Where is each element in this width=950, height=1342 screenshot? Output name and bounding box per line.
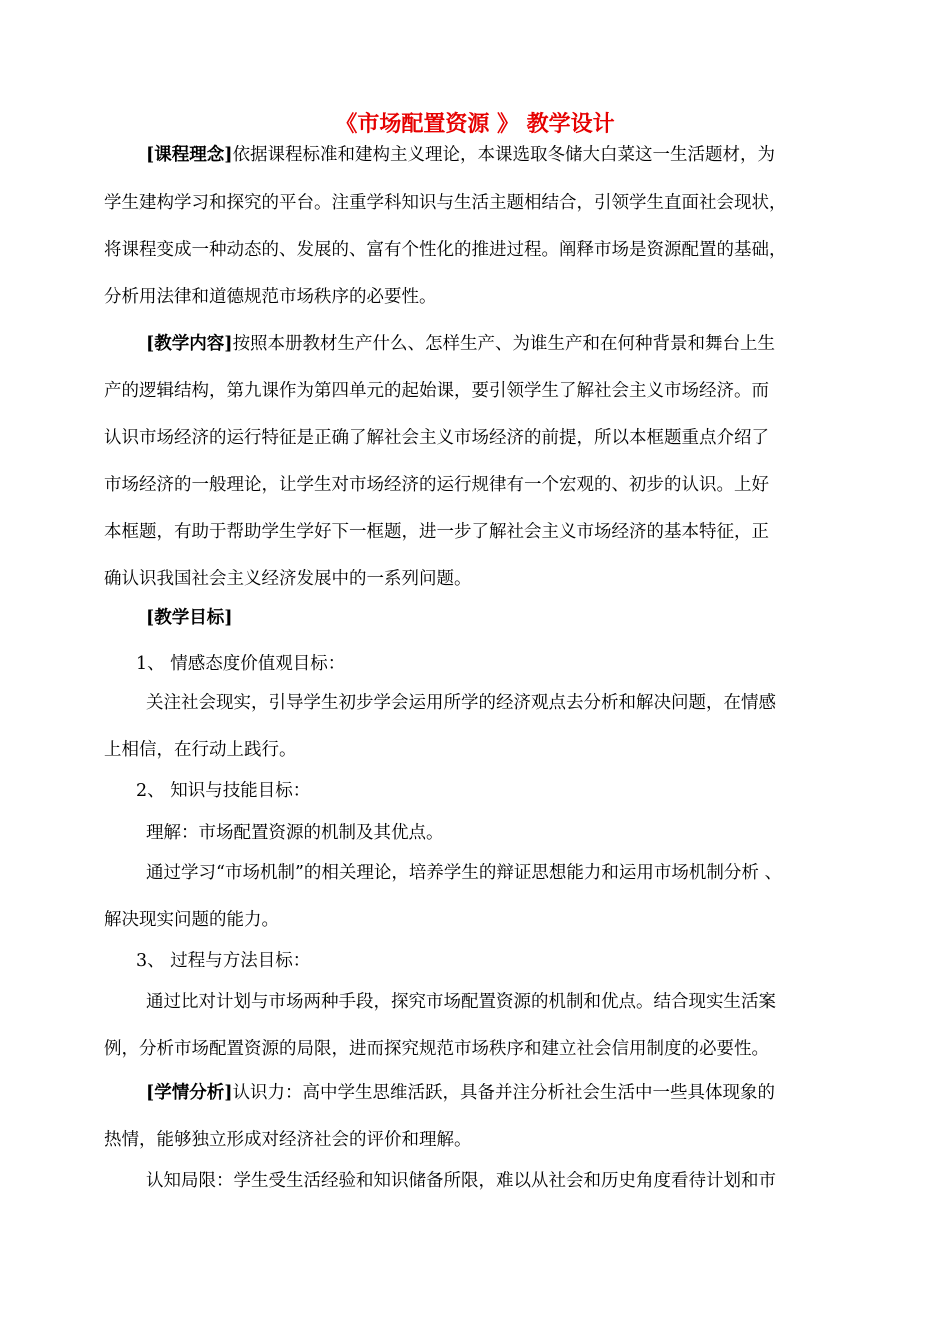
paragraph-line: 学生建构学习和探究的平台。注重学科知识与生活主题相结合，引领学生直面社会现状， (104, 193, 787, 213)
paragraph-line: 市场经济的一般理论，让学生对市场经济的运行规律有一个宏观的、初步的认识。上好 (104, 475, 769, 495)
line-text: 认识力：高中学生思维活跃，具备并注分析社会生活中一些具体现象的 (232, 1083, 776, 1103)
line-text: 按照本册教材生产什么、怎样生产、为谁生产和在何种背景和舞台上生 (232, 334, 776, 354)
section-tag: [学情分析] (146, 1083, 233, 1103)
paragraph-line: 通过比对计划与市场两种手段，探究市场配置资源的机制和优点。结合现实生活案 (146, 992, 776, 1012)
paragraph-line: 通过学习“市场机制”的相关理论，培养学生的辩证思想能力和运用市场机制分析 、 (146, 863, 782, 883)
paragraph-line: 例，分析市场配置资源的局限，进而探究规范市场秩序和建立社会信用制度的必要性。 (104, 1039, 769, 1059)
paragraph-line (146, 329, 775, 359)
line-text: 依据课程标准和建构主义理论，本课选取冬储大白菜这一生活题材，为 (232, 145, 776, 165)
paragraph-line: 热情，能够独立形成对经济社会的评价和理解。 (104, 1130, 472, 1150)
page-title: 《市场配置资源 》 教学设计 (335, 111, 615, 137)
paragraph-line: 认识市场经济的运行特征是正确了解社会主义市场经济的前提，所以本框题重点介绍了 (104, 428, 769, 448)
paragraph-line: 理解：市场配置资源的机制及其优点。 (146, 823, 444, 843)
section-tag: [教学目标] (146, 608, 233, 628)
list-heading: 3、 过程与方法目标： (136, 951, 311, 971)
paragraph-line: 上相信，在行动上践行。 (104, 740, 297, 760)
paragraph-line: 将课程变成一种动态的、发展的、富有个性化的推进过程。阐释市场是资源配置的基础， (104, 240, 787, 260)
paragraph-line: 分析用法律和道德规范市场秩序的必要性。 (104, 287, 437, 307)
list-heading: 1、 情感态度价值观目标： (136, 654, 346, 674)
paragraph-line: 关注社会现实，引导学生初步学会运用所学的经济观点去分析和解决问题，在情感 (146, 693, 776, 713)
paragraph-line: 本框题，有助于帮助学生学好下一框题，进一步了解社会主义市场经济的基本特征，正 (104, 522, 769, 542)
list-heading: 2、 知识与技能目标： (136, 781, 311, 801)
paragraph-line (146, 1078, 775, 1108)
paragraph-line (146, 140, 775, 170)
paragraph-line: 解决现实问题的能力。 (104, 910, 279, 930)
section-tag: [教学内容] (146, 334, 233, 354)
paragraph-line: 确认识我国社会主义经济发展中的一系列问题。 (104, 569, 472, 589)
paragraph-line: 认知局限：学生受生活经验和知识储备所限，难以从社会和历史角度看待计划和市 (146, 1171, 776, 1191)
section-tag: [课程理念] (146, 145, 233, 165)
paragraph-line: 产的逻辑结构，第九课作为第四单元的起始课，要引领学生了解社会主义市场经济。而 (104, 381, 769, 401)
paragraph-line (146, 603, 233, 633)
